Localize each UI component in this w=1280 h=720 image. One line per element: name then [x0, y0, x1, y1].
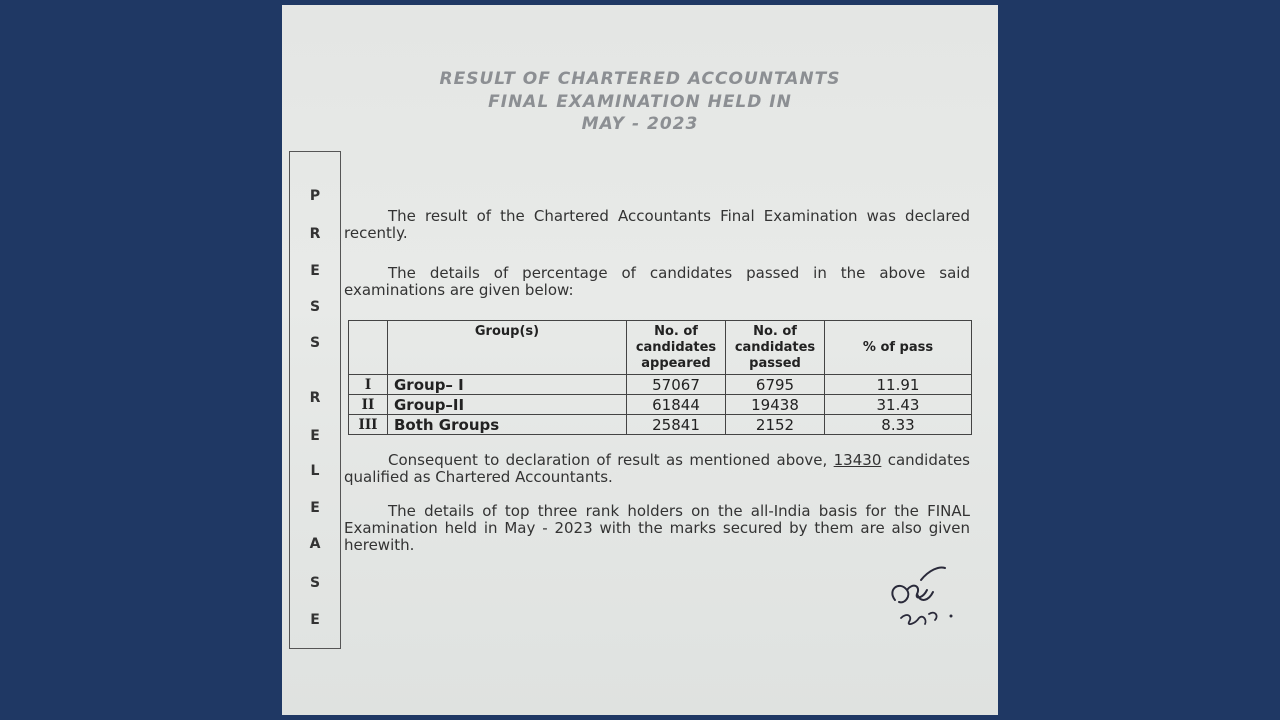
row-appeared: 57067	[627, 375, 726, 395]
side-letter: E	[310, 263, 320, 279]
side-letter: E	[310, 500, 320, 516]
table-header-appeared: No. of candidates appeared	[627, 321, 726, 375]
paragraph-rank-holders: The details of top three rank holders on the all-India basis for the FINAL Examination held in May - 2023 with the marks secured by them are also given herewith.	[344, 502, 970, 554]
press-release-side-label	[289, 151, 341, 649]
paragraph-qualified-count: Consequent to declaration of result as mentioned above, 13430 candidates qualified as Chartered Accountants.	[344, 451, 970, 486]
row-serial: I	[349, 375, 388, 395]
title-line-3: MAY - 2023	[581, 114, 699, 134]
table-header-passed: No. of candidates passed	[726, 321, 825, 375]
row-passed: 6795	[726, 375, 825, 395]
row-appeared: 61844	[627, 395, 726, 415]
side-letter: S	[309, 575, 321, 591]
row-passed: 19438	[726, 395, 825, 415]
table-header-group: Group(s)	[388, 321, 627, 375]
results-table	[348, 320, 972, 435]
table-row	[349, 375, 972, 395]
row-group: Group– I	[388, 375, 627, 395]
title-line-2: FINAL EXAMINATION HELD IN	[488, 92, 792, 112]
side-letter: A	[309, 536, 321, 552]
row-group: Group–II	[388, 395, 627, 415]
handwritten-signature	[877, 560, 957, 640]
side-letter: P	[309, 188, 321, 204]
row-pass-percent: 8.33	[825, 415, 972, 435]
side-letter: S	[309, 299, 321, 315]
qualified-count: 13430	[833, 451, 882, 469]
table-header-pass-percent: % of pass	[825, 321, 972, 375]
press-release-page	[282, 5, 998, 715]
table-row	[349, 415, 972, 435]
row-serial: III	[349, 415, 388, 435]
table-header-serial	[349, 321, 388, 375]
row-group: Both Groups	[388, 415, 627, 435]
paragraph-result-declared: The result of the Chartered Accountants Final Examination was declared recently.	[344, 207, 970, 242]
side-letter: R	[309, 390, 321, 406]
row-pass-percent: 11.91	[825, 375, 972, 395]
title-line-1: RESULT OF CHARTERED ACCOUNTANTS	[439, 69, 841, 89]
side-letter: R	[309, 226, 321, 242]
paragraph-details-intro: The details of percentage of candidates passed in the above said examinations are given below:	[344, 264, 970, 299]
row-serial: II	[349, 395, 388, 415]
side-letter: E	[310, 428, 320, 444]
side-letter: L	[310, 463, 320, 479]
row-pass-percent: 31.43	[825, 395, 972, 415]
table-header-row	[349, 321, 972, 375]
row-appeared: 25841	[627, 415, 726, 435]
side-letter: E	[310, 612, 320, 628]
side-letter: S	[309, 335, 321, 351]
table-row	[349, 395, 972, 415]
row-passed: 2152	[726, 415, 825, 435]
